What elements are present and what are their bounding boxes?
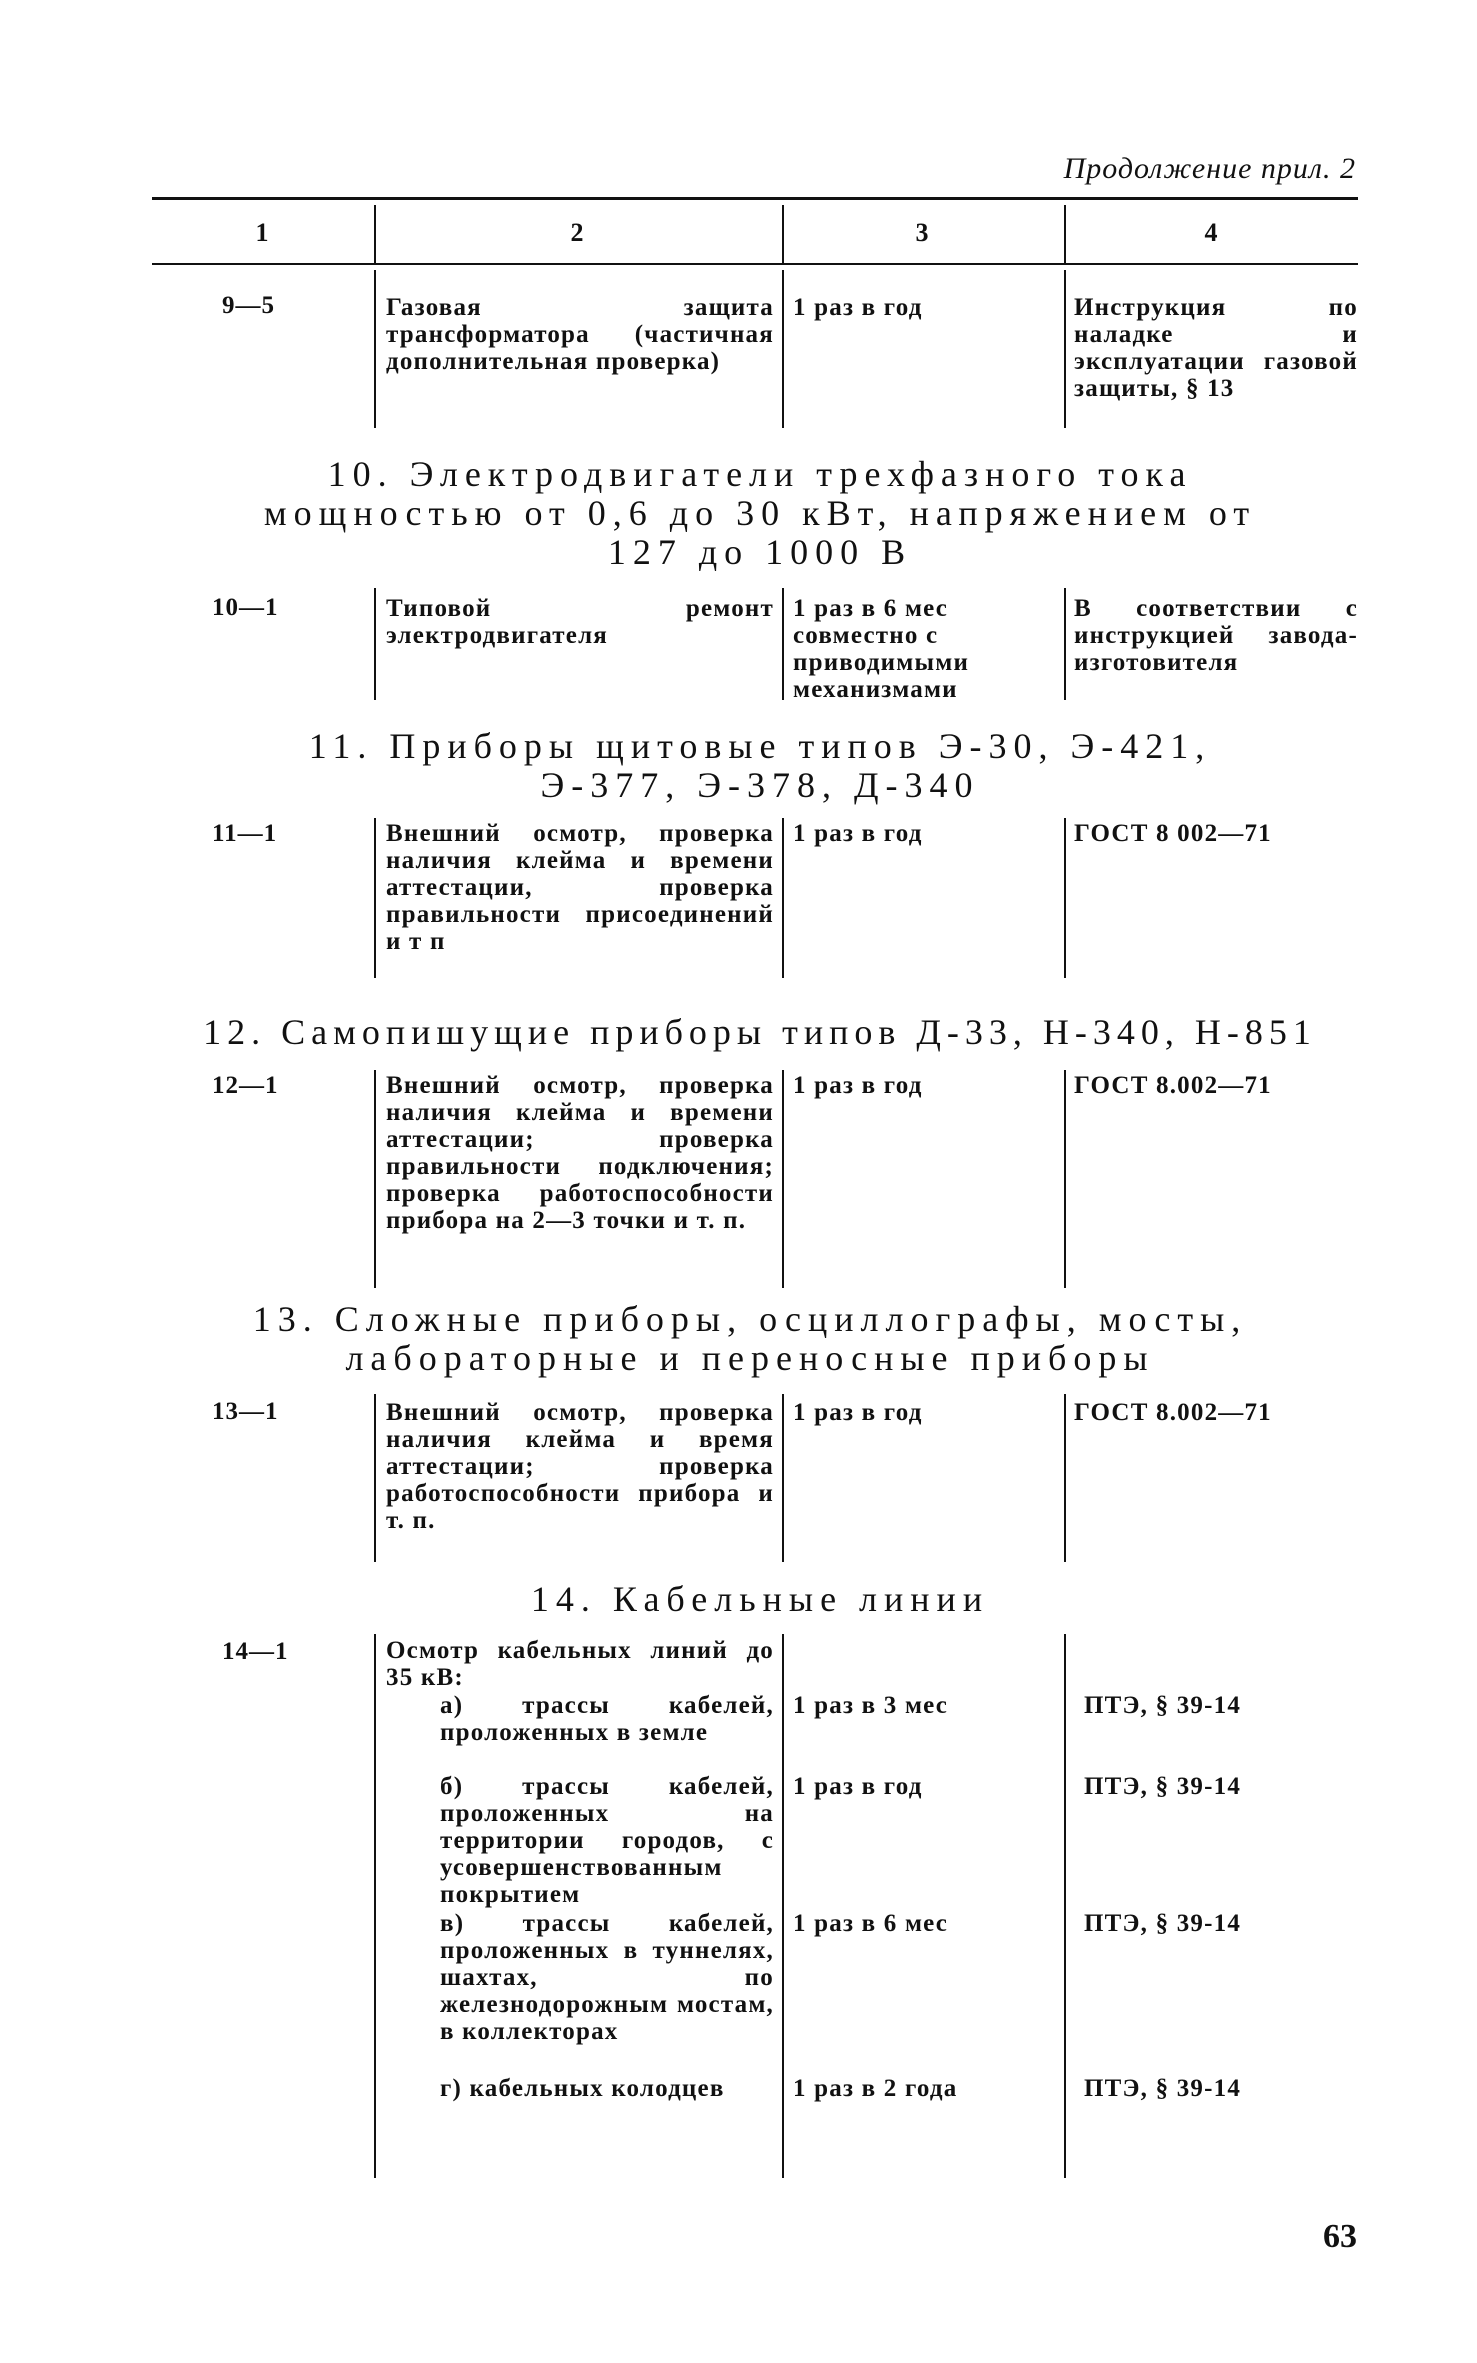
column-divider (782, 1070, 784, 1288)
column-divider (782, 1394, 784, 1562)
row-number: 14—1 (222, 1638, 289, 1665)
row-number: 9—5 (222, 292, 275, 319)
row-reference: Инструкция по наладке и эксплуатации газовой защиты, § 13 (1074, 294, 1358, 402)
row-reference: ПТЭ, § 39-14 (1084, 1773, 1242, 1800)
section-title: 13. Сложные приборы, осциллографы, мосты, лабораторные и переносные приборы (252, 1299, 1248, 1378)
table-header-rule (152, 263, 1358, 265)
column-divider (1064, 1070, 1066, 1288)
section-title: 10. Электродвигатели трехфазного тока мощностью от 0,6 до 30 кВт, напряжением от 127 до 1000 В (263, 454, 1257, 572)
row-number: 11—1 (212, 820, 278, 847)
row-work: Внешний осмотр, проверка наличия клейма и времени аттестации; проверка правильности подключения; проверка работоспособности прибора на 2—3 точки и т. п. (386, 1072, 774, 1234)
column-divider (1064, 818, 1066, 978)
column-divider (1064, 205, 1066, 263)
column-divider (1064, 270, 1066, 428)
row-period: 1 раз в год (793, 1773, 923, 1800)
column-header-2: 2 (570, 218, 584, 247)
row-work: Газовая защита трансформатора (частичная дополнительная проверка) (386, 294, 774, 375)
column-divider (782, 205, 784, 263)
row-reference: ГОСТ 8.002—71 (1074, 1399, 1272, 1426)
page-number: 63 (1323, 2218, 1357, 2255)
row-reference: В соответствии с инструкцией завода-изготовителя (1074, 595, 1358, 676)
column-divider (1064, 1394, 1066, 1562)
row-period: 1 раз в год (793, 1072, 923, 1099)
cable-item-c: в) трассы кабелей, проложенных в туннелях, шахтах, по железнодорожным мостам, в коллекторах (440, 1910, 774, 2045)
column-header-1: 1 (255, 218, 269, 247)
row-work: Внешний осмотр, проверка наличия клейма и время аттестации; проверка работоспособности прибора и т. п. (386, 1399, 774, 1534)
column-divider (374, 588, 376, 700)
section-title: 11. Приборы щитовые типов Э-30, Э-421, Э-377, Э-378, Д-340 (308, 726, 1212, 805)
row-reference: ПТЭ, § 39-14 (1084, 1910, 1242, 1937)
section-title: 12. Самопишущие приборы типов Д-33, Н-340, Н-851 (203, 1012, 1317, 1052)
cable-item-d: г) кабельных колодцев (440, 2075, 725, 2102)
section-title: 14. Кабельные линии (530, 1579, 990, 1619)
row-work: Типовой ремонт электродвигателя (386, 595, 774, 649)
column-divider (782, 1634, 784, 2178)
column-divider (374, 1634, 376, 2178)
row-number: 13—1 (212, 1398, 279, 1425)
row-period: 1 раз в год (793, 1399, 923, 1426)
row-period: 1 раз в год (793, 294, 923, 321)
row-reference: ПТЭ, § 39-14 (1084, 2075, 1242, 2102)
column-divider (374, 1394, 376, 1562)
cable-item-a: а) трассы кабелей, проложенных в земле (440, 1692, 774, 1746)
row-period: 1 раз в 6 мес (793, 1910, 949, 1937)
column-divider (374, 270, 376, 428)
row-number: 10—1 (212, 594, 279, 621)
table-top-rule (152, 197, 1358, 200)
column-divider (1064, 588, 1066, 700)
column-divider (374, 205, 376, 263)
row-work: Внешний осмотр, проверка наличия клейма и времени аттестации, проверка правильности присоединений и т п (386, 820, 774, 955)
row-work: Осмотр кабельных линий до 35 кВ: (386, 1637, 774, 1691)
column-header-4: 4 (1204, 218, 1218, 247)
row-period: 1 раз в год (793, 820, 923, 847)
row-period: 1 раз в 3 мес (793, 1692, 949, 1719)
column-divider (782, 818, 784, 978)
column-divider (374, 818, 376, 978)
column-header-3: 3 (915, 218, 929, 247)
running-head: Продолжение прил. 2 (1063, 152, 1356, 185)
row-period: 1 раз в 6 мес совместно с приводимыми механизмами (793, 595, 970, 703)
row-reference: ГОСТ 8 002—71 (1074, 820, 1272, 847)
row-number: 12—1 (212, 1072, 279, 1099)
row-period: 1 раз в 2 года (793, 2075, 958, 2102)
column-divider (782, 270, 784, 428)
column-divider (1064, 1634, 1066, 2178)
row-reference: ГОСТ 8.002—71 (1074, 1072, 1272, 1099)
row-reference: ПТЭ, § 39-14 (1084, 1692, 1242, 1719)
column-divider (374, 1070, 376, 1288)
column-divider (782, 588, 784, 700)
cable-item-b: б) трассы кабелей, проложенных на территории городов, с усовершенствованным покрытием (440, 1773, 774, 1908)
